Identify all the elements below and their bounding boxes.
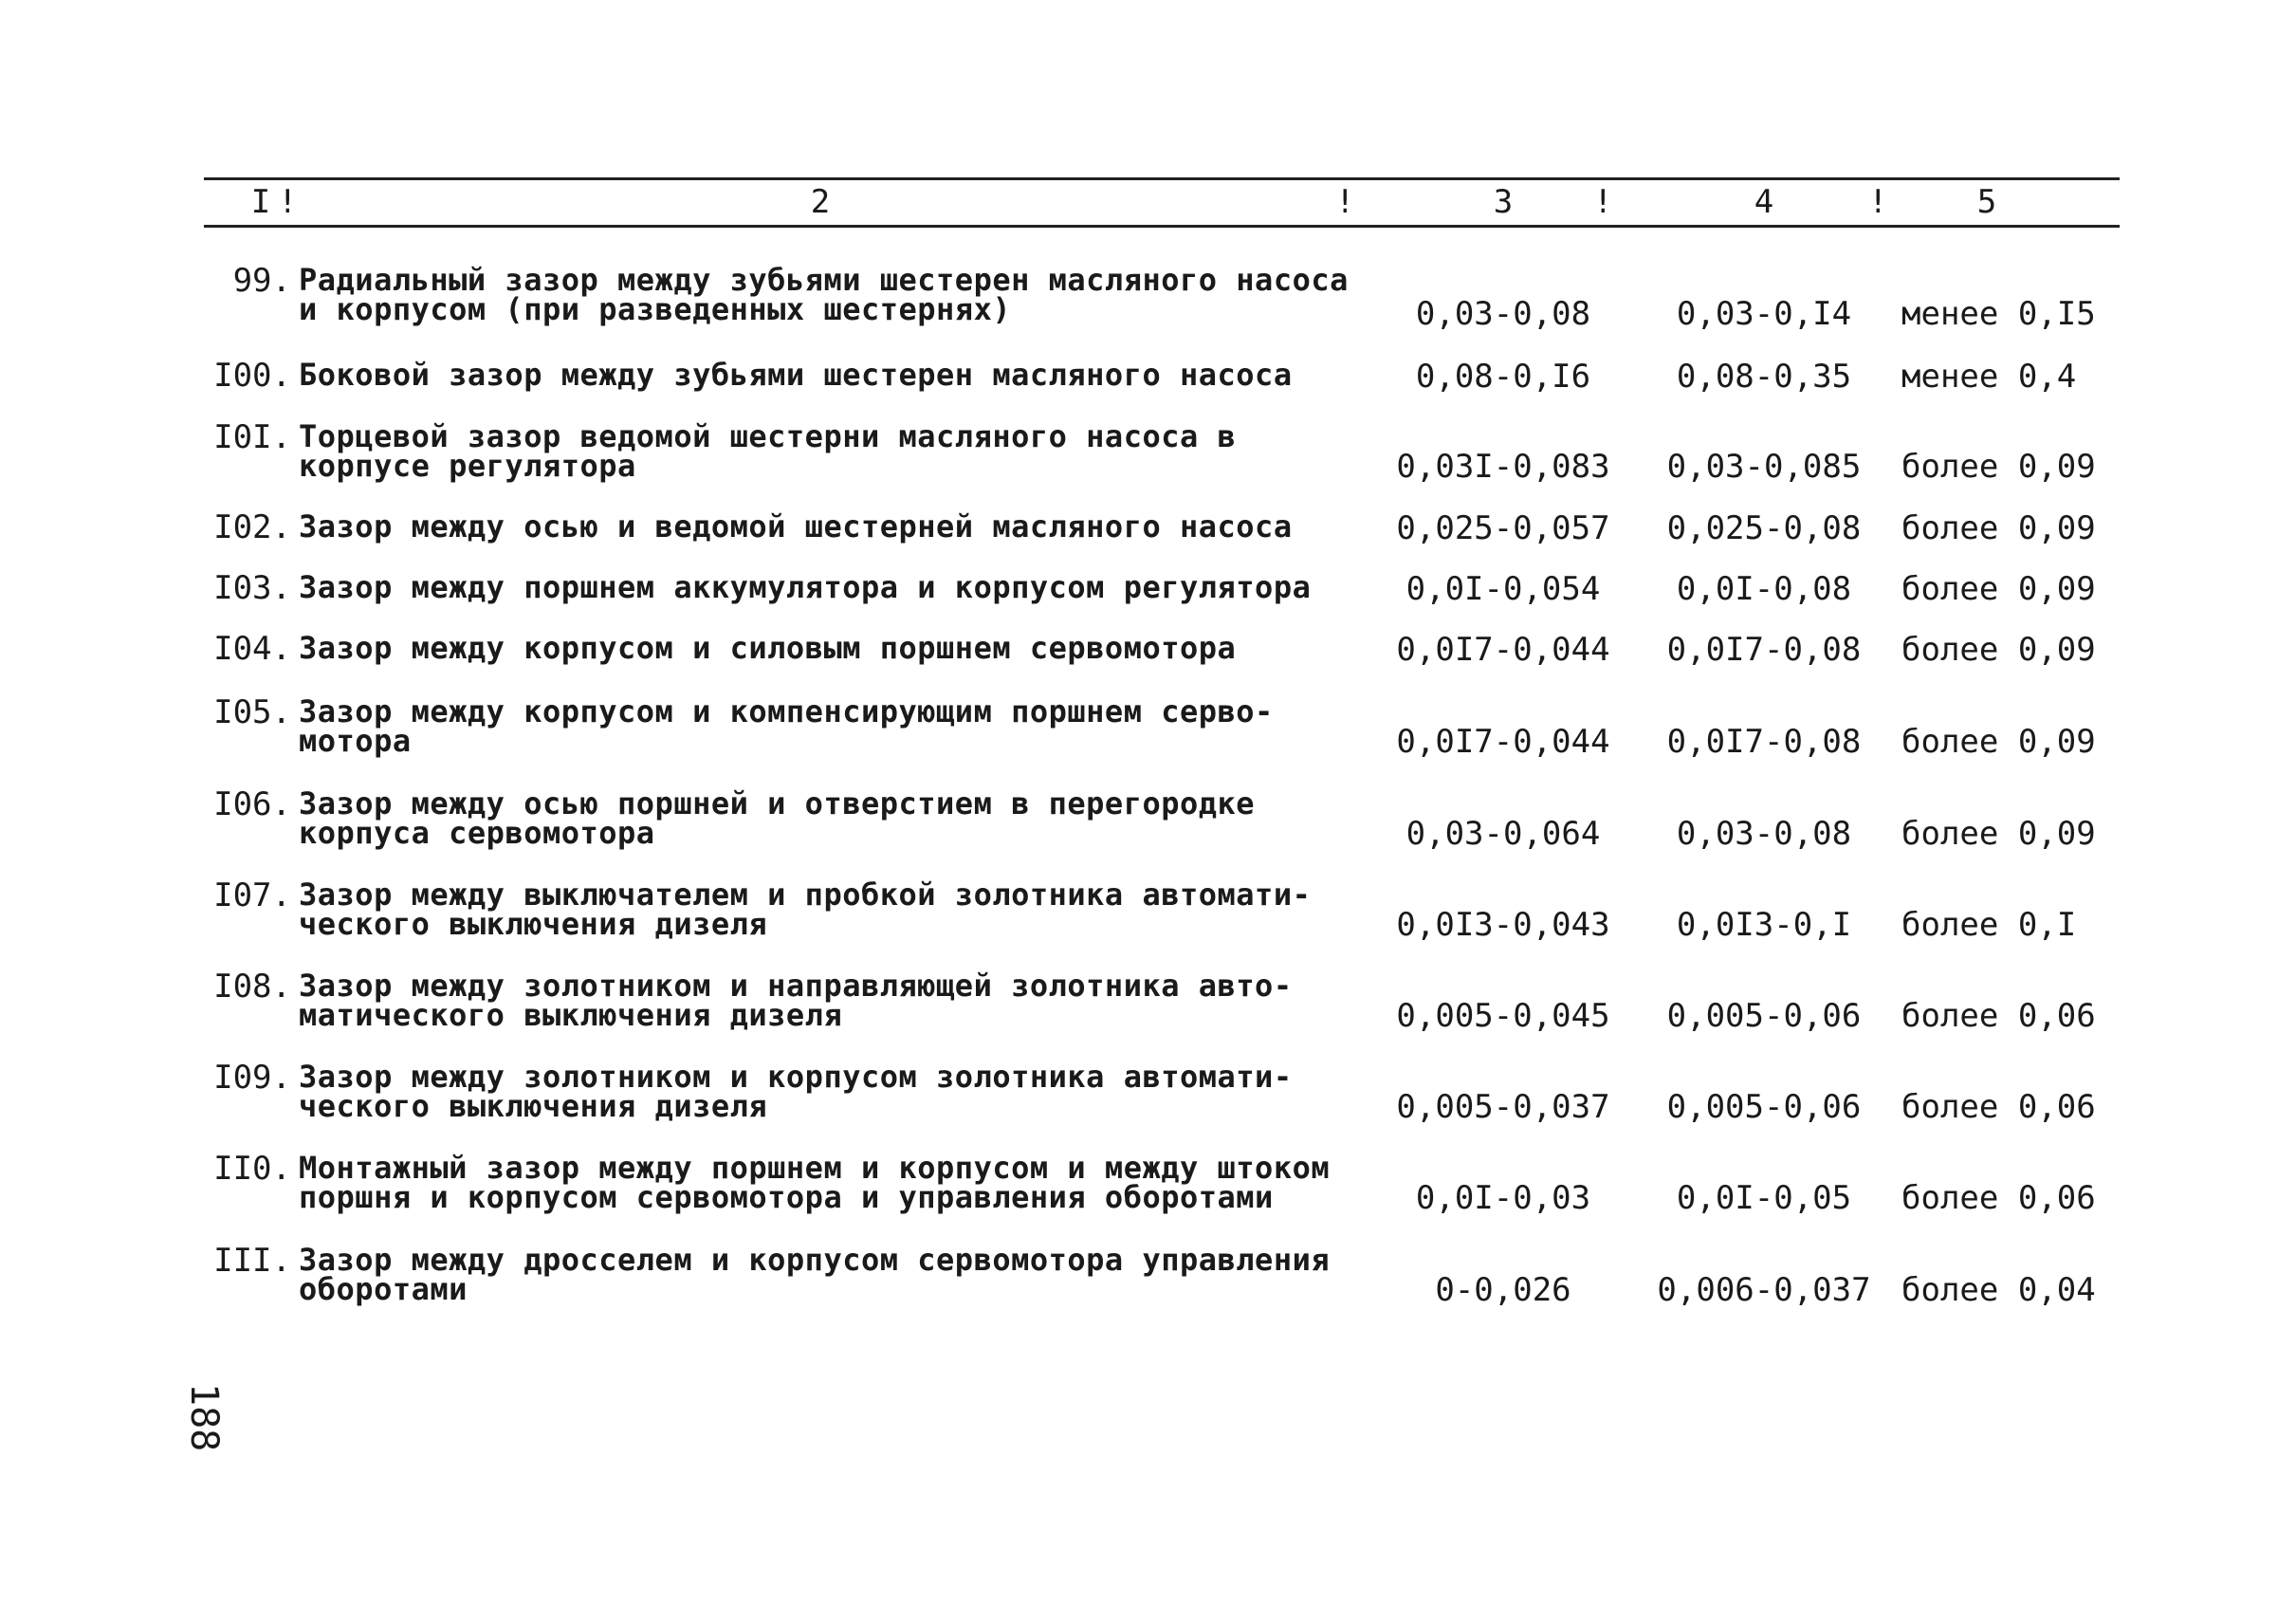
header-separator: ! (278, 183, 298, 221)
row-number: I06. (213, 785, 291, 823)
row-description: Зазор между выключателем и пробкой золотника автомати- ческого выключения дизеля (299, 877, 1312, 942)
row-number: I02. (213, 508, 291, 546)
nominal-clearance: 0,0I-0,03 (1415, 1179, 1591, 1217)
header-col-5: 5 (1976, 183, 1997, 221)
row-description: Радиальный зазор между зубьями шестерен масляного насоса и корпусом (при разведенных шестернях) (299, 262, 1349, 327)
nominal-clearance: 0,03I-0,083 (1396, 448, 1610, 486)
permissible-clearance: 0,0I3-0,I (1676, 906, 1852, 944)
permissible-clearance: 0,08-0,35 (1676, 358, 1852, 396)
nominal-clearance: 0,005-0,045 (1396, 997, 1610, 1035)
permissible-clearance: 0,0I-0,08 (1676, 570, 1852, 608)
nominal-clearance: 0,03-0,08 (1415, 295, 1591, 333)
header-col-4: 4 (1754, 183, 1774, 221)
limit-clearance: более 0,I (1901, 906, 2077, 944)
permissible-clearance: 0,03-0,08 (1676, 815, 1852, 853)
row-description: Боковой зазор между зубьями шестерен масляного насоса (299, 357, 1293, 393)
row-description: Зазор между поршнем аккумулятора и корпусом регулятора (299, 569, 1312, 605)
header-col-1: I (250, 183, 271, 221)
nominal-clearance: 0,03-0,064 (1405, 815, 1601, 853)
row-number: I03. (213, 569, 291, 607)
header-separator: ! (1335, 183, 1355, 221)
row-description: Зазор между корпусом и компенсирующим поршнем серво- мотора (299, 693, 1274, 759)
nominal-clearance: 0,025-0,057 (1396, 509, 1610, 547)
limit-clearance: более 0,09 (1901, 815, 2096, 853)
limit-clearance: более 0,06 (1901, 997, 2096, 1035)
row-number: I07. (213, 877, 291, 914)
row-number: I00. (213, 357, 291, 395)
row-number: 99. (232, 262, 291, 300)
nominal-clearance: 0,0I-0,054 (1405, 570, 1601, 608)
permissible-clearance: 0,0I7-0,08 (1666, 631, 1862, 669)
header-col-2: 2 (810, 183, 831, 221)
row-number: I04. (213, 630, 291, 668)
limit-clearance: более 0,06 (1901, 1179, 2096, 1217)
limit-clearance: более 0,09 (1901, 570, 2096, 608)
row-description: Зазор между дросселем и корпусом сервомотора управления оборотами (299, 1242, 1331, 1307)
nominal-clearance: 0,0I3-0,043 (1396, 906, 1610, 944)
table-header (204, 180, 2120, 224)
nominal-clearance: 0-0,026 (1435, 1271, 1571, 1309)
header-separator: ! (1593, 183, 1613, 221)
limit-clearance: менее 0,I5 (1901, 295, 2096, 333)
limit-clearance: более 0,09 (1901, 723, 2096, 761)
header-separator: ! (1868, 183, 1888, 221)
row-number: I08. (213, 968, 291, 1006)
permissible-clearance: 0,025-0,08 (1666, 509, 1862, 547)
nominal-clearance: 0,0I7-0,044 (1396, 723, 1610, 761)
permissible-clearance: 0,006-0,037 (1657, 1271, 1871, 1309)
limit-clearance: более 0,09 (1901, 509, 2096, 547)
row-number: I09. (213, 1059, 291, 1097)
row-description: Зазор между корпусом и силовым поршнем сервомотора (299, 630, 1237, 666)
permissible-clearance: 0,0I7-0,08 (1666, 723, 1862, 761)
row-description: Зазор между золотником и направляющей золотника авто- матического выключения дизеля (299, 968, 1293, 1033)
row-number: II0. (213, 1150, 291, 1188)
permissible-clearance: 0,03-0,085 (1666, 448, 1862, 486)
table-header-rule (204, 225, 2120, 228)
row-number: I05. (213, 693, 291, 731)
limit-clearance: более 0,09 (1901, 448, 2096, 486)
row-description: Зазор между золотником и корпусом золотника автомати- ческого выключения дизеля (299, 1059, 1293, 1124)
row-description: Монтажный зазор между поршнем и корпусом и между штоком поршня и корпусом сервомотора и управления оборотами (299, 1150, 1331, 1215)
permissible-clearance: 0,0I-0,05 (1676, 1179, 1852, 1217)
permissible-clearance: 0,005-0,06 (1666, 997, 1862, 1035)
nominal-clearance: 0,08-0,I6 (1415, 358, 1591, 396)
permissible-clearance: 0,005-0,06 (1666, 1088, 1862, 1126)
row-description: Зазор между осью поршней и отверстием в перегородке корпуса сервомотора (299, 785, 1256, 851)
nominal-clearance: 0,0I7-0,044 (1396, 631, 1610, 669)
nominal-clearance: 0,005-0,037 (1396, 1088, 1610, 1126)
row-description: Зазор между осью и ведомой шестерней масляного насоса (299, 508, 1293, 544)
header-col-3: 3 (1493, 183, 1514, 221)
permissible-clearance: 0,03-0,I4 (1676, 295, 1852, 333)
limit-clearance: более 0,04 (1901, 1271, 2096, 1309)
row-description: Торцевой зазор ведомой шестерни масляного насоса в корпусе регулятора (299, 418, 1237, 484)
row-number: I0I. (213, 418, 291, 456)
limit-clearance: более 0,06 (1901, 1088, 2096, 1126)
limit-clearance: менее 0,4 (1901, 358, 2077, 396)
limit-clearance: более 0,09 (1901, 631, 2096, 669)
page-number: 188 (182, 1383, 226, 1452)
row-number: III. (213, 1242, 291, 1280)
